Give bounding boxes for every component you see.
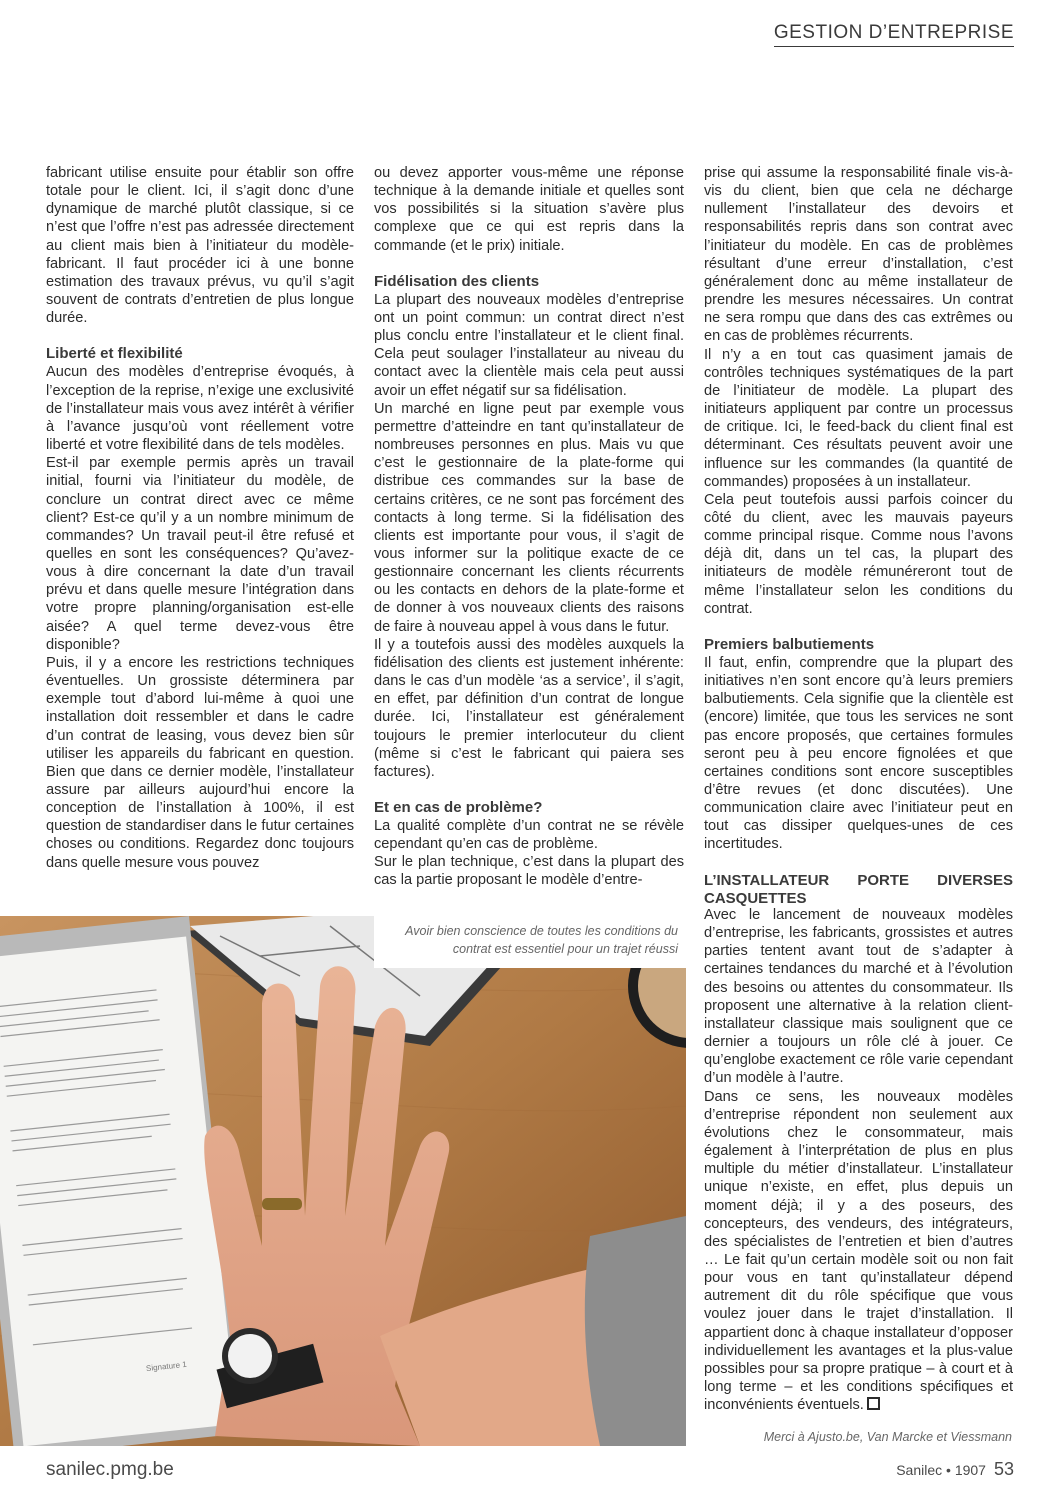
paragraph: Il faut, enfin, comprendre que la plupart des initiatives n’en sont encore qu’à leurs premiers balbutiements. Cela signifie que la clientèle est (encore) limitée, que tous les services ne sont pas encore proposés, que certaines formules seront peu à peu encore fignolées et que certaines conditions sont encore susceptibles d’être revues (et donc discutées). Une communication claire avec l’initiateur peut en tout cas dissiper quelques-unes de ces incertitudes. — [704, 654, 1013, 853]
article-column-1 — [46, 164, 354, 872]
subheading: Fidélisation des clients — [374, 272, 540, 290]
paragraph: Il y a toutefois aussi des modèles auxquels la fidélisation des clients est justement inhérente: dans le cas d’un modèle ‘as a service’, il s’agit, en effet, par définition d’un contrat de longue durée. Ici, l’installateur est généralement toujours le premier interlocuteur du client (même si c’est le fabricant qui paiera ses factures). — [374, 636, 684, 780]
paragraph: Puis, il y a encore les restrictions techniques éventuelles. Un grossiste déterminera par exemple tout d’abord lui-même à quoi une installation doit ressembler et dans le cadre d’un contrat de leasing, vous devez bien sûr utiliser les appareils du fabricant en question. Bien que dans ce dernier modèle, l’installateur assure par ailleurs aujourd’hui encore la conception de l’installation à 100%, il est question de standardiser dans le futur certaines choses ou conditions. Regardez donc toujours dans quelle mesure vous pouvez — [46, 654, 354, 871]
footer-issue — [896, 1459, 1014, 1480]
footer-website: sanilec.pmg.be — [46, 1459, 174, 1480]
article-column-2 — [374, 164, 684, 890]
paragraph: Cela peut toutefois aussi parfois coincer du côté du client, avec les mauvais payeurs comme principal risque. Comme nous l’avons déjà dit, dans un tel cas, la plupart des initiateurs de modèle rémunéreront tout de même l’installateur selon les conditions du contrat. — [704, 491, 1013, 617]
paragraph-text: Dans ce sens, les nouveaux modèles d’entreprise répondent non seulement aux évolutions chez le consommateur, mais également à l’interprétation de plus en plus multiple du métier d’installateur. L’installateur unique n’existe, en effet, plus depuis un moment déjà; il y a des poseurs, des concepteurs, des vendeurs, des intégrateurs, des spécialistes de l’entretien et bien d’autres … Le fait qu’un certain modèle soit ou non fait pour vous en tant qu’installateur dépend autrement dit du rôle spécifique que vous voulez jouer dans le trajet d’installation. Il appartient donc à chaque installateur d’opposer individuellement les avantages et la plus-value possibles pour sa propre pratique – à court et à long terme – et les conditions spécifiques et inconvénients éventuels. — [704, 1088, 1013, 1414]
paragraph: La qualité complète d’un contrat ne se révèle cependant qu’en cas de problème. — [374, 818, 684, 853]
paragraph — [704, 1088, 1013, 1415]
section-header: GESTION D’ENTREPRISE — [774, 22, 1014, 47]
subheading: Liberté et flexibilité — [46, 345, 183, 363]
signature-label: Signature 1 — [145, 1359, 188, 1374]
paragraph: Un marché en ligne peut par exemple vous permettre d’atteindre en tant qu’installateur de nombreuses personnes en plus. Mais vu que c’est le gestionnaire de la plate-forme qui distribue ces commandes sur la base de certains critères, ce ne sont pas forcément des contacts à long terme. Si la fidélisation des clients est importante pour vous, il s’agit de vous informer sur la politique exacte de ce gestionnaire concernant les clients récurrents ou les contacts en dehors de la plate-forme et de donner à vos nouveaux clients des raisons de faire à nouveau appel à vous dans le futur. — [374, 400, 684, 635]
photo-caption: Avoir bien conscience de toutes les conditions du contrat est essentiel pour un trajet réussi — [374, 916, 686, 968]
section-heading: L’INSTALLATEUR PORTE DIVERSES CASQUETTES — [704, 871, 1013, 907]
paragraph: ou devez apporter vous-même une réponse technique à la demande initiale et quelles sont vos possibilités si la situation s’avère plus complexe que ce qui est repris dans la commande (et le prix) initiale. — [374, 165, 684, 254]
paragraph: Sur le plan technique, c’est dans la plupart des cas la partie proposant le modèle d’entre- — [374, 854, 684, 889]
paragraph: fabricant utilise ensuite pour établir son offre totale pour le client. Ici, il s’agit donc d’une dynamique de marché plutôt classique, si ce n’est que l’offre n’est pas adressée directement au client mais bien à l’initiateur du modèle-fabricant. Il faut procéder ici à une bonne estimation des travaux prévus, vu qu’il s’agit souvent de contrats d’entretien de plus longue durée. — [46, 165, 354, 327]
article-photo — [0, 916, 686, 1446]
paragraph: La plupart des nouveaux modèles d’entreprise ont un point commun: un contrat direct n’est plus conclu entre l’installateur et le client final. Cela peut soulager l’installateur au niveau du contact avec la clientèle mais cela peut aussi avoir un effet négatif sur sa fidélisation. — [374, 291, 684, 399]
issue-label: Sanilec • 1907 — [896, 1462, 986, 1478]
desk-photo-illustration — [0, 916, 686, 1446]
credits-line: Merci à Ajusto.be, Van Marcke et Viessmann — [763, 1430, 1012, 1444]
paragraph: Il n’y a en tout cas quasiment jamais de contrôles techniques systématiques de la part de l’initiateur de modèle. La plupart des initiateurs appliquent par contre un processus de critique. Ici, le feed-back du client final est déterminant. Ces résultats peuvent avoir une influence sur les commandes (la quantité de commandes) proposées à un installateur. — [704, 346, 1013, 490]
paragraph: Avec le lancement de nouveaux modèles d’entreprise, les fabricants, grossistes et autres parties tentent avant tout de s’adapter à certaines tendances du marché et à l’évolution des besoins ou attentes du consommateur. Ils proposent une alternative à la relation client-installateur classique mais soulignent que ce dernier a toujours un rôle clé à jouer. Ce qu’englobe exactement ce rôle varie cependant d’un modèle à l’autre. — [704, 907, 1013, 1087]
page-number: 53 — [993, 1459, 1014, 1479]
end-of-article-icon — [867, 1397, 880, 1410]
paragraph: Est-il par exemple permis après un travail initial, fourni via l’initiateur du modèle, de conclure un contrat direct avec ce même client? Est-ce qu’il y a un nombre minimum de commandes? Un travail peut-il être refusé et quelles en sont les conséquences? Qu’avez-vous à dire concernant la date d’un travail prévu et dans quelle mesure l’intégration dans votre propre planning/organisation est-elle aisée? A quel terme devez-vous être disponible? — [46, 455, 354, 653]
subheading: Et en cas de problème? — [374, 799, 543, 816]
article-column-3 — [704, 164, 1013, 922]
subheading: Premiers balbutiements — [704, 635, 875, 653]
paragraph: prise qui assume la responsabilité finale vis-à-vis du client, bien que cela ne décharge nullement l’installateur des devoirs et responsabilités repris dans son contrat avec l’initiateur du modèle. En cas de problèmes résultant d’une erreur d’installation, c’est généralement donc au même installateur de prendre les mesures nécessaires. Un contrat ne sera rompu que dans des cas extrêmes ou en cas de problèmes récurrents. — [704, 165, 1013, 345]
paragraph: Aucun des modèles d’entreprise évoqués, à l’exception de la reprise, n’exige une exclusivité de l’installateur mais vous avez intérêt à vérifier à l’avance jusqu’où vont réellement votre liberté et votre flexibilité dans de tels modèles. — [46, 364, 354, 454]
article-column-3-continued — [704, 906, 1013, 1414]
